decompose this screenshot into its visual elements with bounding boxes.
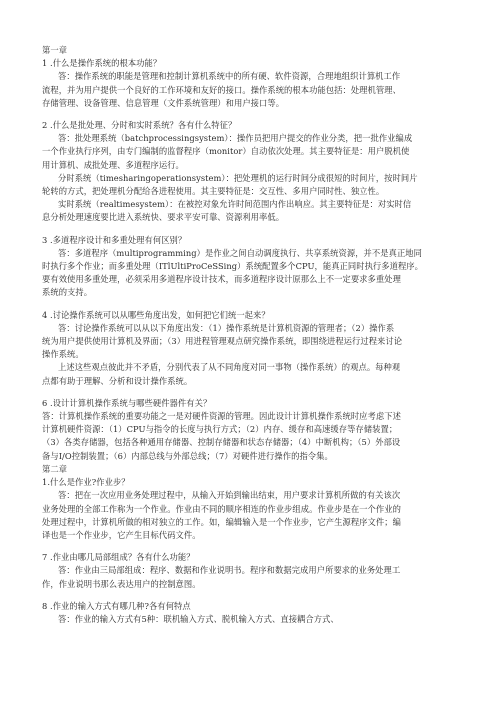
text-line: 答：操作系统的职能是管理和控制计算机系统中的所有硬、软件资源，合理地组织计算机工作 bbox=[58, 71, 401, 82]
chapter-heading: 第一章 bbox=[42, 45, 68, 55]
text-line: 要有效使用多重处理，必须采用多道程序设计技术，而多道程序设计原那么上不一定要求多重处理 bbox=[42, 274, 401, 285]
text-line: 轮转的方式，把处理机分配给各进程使用。其主要特征是：交互性、多用户同时性、独立性。 bbox=[42, 186, 385, 197]
text-line: 息分析处理速度要比进入系统快、要求平安可靠、资源利用率低。 bbox=[42, 212, 285, 223]
text-line: 备与I/O控制装置；（6）内部总线与外部总线；（7）对硬件进行操作的指令集。 bbox=[42, 450, 333, 461]
text-line: 系统的支持。 bbox=[42, 287, 93, 298]
text-line: 答：多道程序（multiprogramming）是作业之间自动调度执行、共享系统资源，并不是真正地同 bbox=[58, 247, 422, 258]
text-line: 答：批处理系统（batchprocessingsystem）：操作员把用户提交的作业分类，把一批作业编成 bbox=[58, 133, 413, 144]
question-line: 3 .多道程序设计和多重处理有何区别？ bbox=[42, 234, 187, 245]
paragraph-gap bbox=[42, 225, 457, 234]
paragraph-gap bbox=[42, 388, 457, 397]
paragraph-gap bbox=[42, 591, 457, 600]
paragraph-gap bbox=[42, 110, 457, 119]
text-line: 用计算机、成批处理、多道程序运行。 bbox=[42, 159, 184, 170]
paragraph-gap bbox=[42, 300, 457, 309]
text-line: 答：作业由三局部组成：程序、数据和作业说明书。程序和数据完成用户所要求的业务处理工 bbox=[58, 565, 401, 576]
text-line: 实时系统（realtimesystem）：在被控对象允许时间范围内作出响应。其主要特征是：对实时信 bbox=[58, 199, 412, 210]
question-line: 7 .作业由哪几局部组成？各有什么功能？ bbox=[42, 552, 195, 563]
text-line: 一个作业执行序列，由专门编制的监督程序（monitor）自动依次处理。其主要特征是：用户脱机使 bbox=[42, 146, 410, 157]
text-line: 答：讨论操作系统可以从以下角度出发：（1）操作系统是计算机资源的管理者；（2）操作系 bbox=[58, 322, 395, 333]
text-line: 分时系统（timesharingoperationsystem）：把处理机的运行时间分成很短的时间片，按时间片 bbox=[58, 172, 418, 183]
question-line: 8 .作业的输入方式有哪几种?各有何特点 bbox=[42, 600, 191, 611]
text-line: 流程，并为用户提供一个良好的工作环境和友好的接口。操作系统的根本功能包括：处理机管理、 bbox=[42, 84, 401, 95]
text-line: 作，作业说明书那么表达用户的控制意图。 bbox=[42, 578, 201, 589]
chapter-heading: 第二章 bbox=[42, 463, 68, 474]
text-line: 点都有助于理解、分析和设计操作系统。 bbox=[42, 375, 193, 386]
text-line: （3）各类存储器，包括各种通用存储器、控制存储器和状态存储器；（4）中断机构；（5）外部设 bbox=[42, 437, 401, 448]
text-line: 统为用户提供使用计算机及界面；（3）用进程管理观点研究操作系统，即围绕进程运行过程来讨论 bbox=[42, 336, 403, 347]
text-line: 时执行多个作业；而多重处理（ITlUltiProCeSSing）系统配置多个CPU，能真正同时执行多道程序。 bbox=[42, 261, 424, 272]
text-line: 答：计算机操作系统的重要功能之一是对硬件资源的管理。因此设计计算机操作系统时应考虑下述 bbox=[42, 411, 401, 422]
question-line: 4 .讨论操作系统可以从哪些角度出发，如何把它们统一起来？ bbox=[42, 309, 270, 320]
text-line: 业务处理的全部工作称为一个作业。作业由不同的顺序相连的作业步组成。作业步是在一个作业的 bbox=[42, 503, 401, 514]
document-page bbox=[42, 44, 457, 626]
text-line: 计算机硬件资源：（1）CPU与指令的长度与执行方式；（2）内存、缓存和高速缓存等存储装置； bbox=[42, 424, 398, 435]
text-line: 译也是一个作业步，它产生目标代码文件。 bbox=[42, 529, 201, 540]
text-line: 答：作业的输入方式有5种：联机输入方式、脱机输入方式、直接耦合方式、 bbox=[58, 613, 339, 624]
paragraph-gap bbox=[42, 542, 457, 551]
text-line: 存储管理、设备管理、信息管理（文件系统管理）和用户接口等。 bbox=[42, 97, 285, 108]
question-line: 2 .什么是批处理、分时和实时系统？各有什么特征？ bbox=[42, 120, 237, 131]
text-line: 操作系统。 bbox=[42, 349, 84, 360]
text-line: 答：把在一次应用业务处理过程中，从输入开始到输出结束，用户要求计算机所做的有关该次 bbox=[58, 490, 401, 501]
question-line: 1.什么是作业?作业步？ bbox=[42, 477, 130, 488]
question-line: 1 .什么是操作系统的根本功能？ bbox=[42, 58, 162, 69]
text-line: 上述这些观点彼此并不矛盾，分别代表了从不同角度对同一事物（操作系统）的观点。每种观 bbox=[58, 362, 401, 373]
text-line: 处理过程中，计算机所做的相对独立的工作。如，编辑输入是一个作业步，它产生源程序文件；编 bbox=[42, 516, 401, 527]
question-line: 6 .设计计算机操作系统与哪些硬件器件有关？ bbox=[42, 397, 212, 408]
